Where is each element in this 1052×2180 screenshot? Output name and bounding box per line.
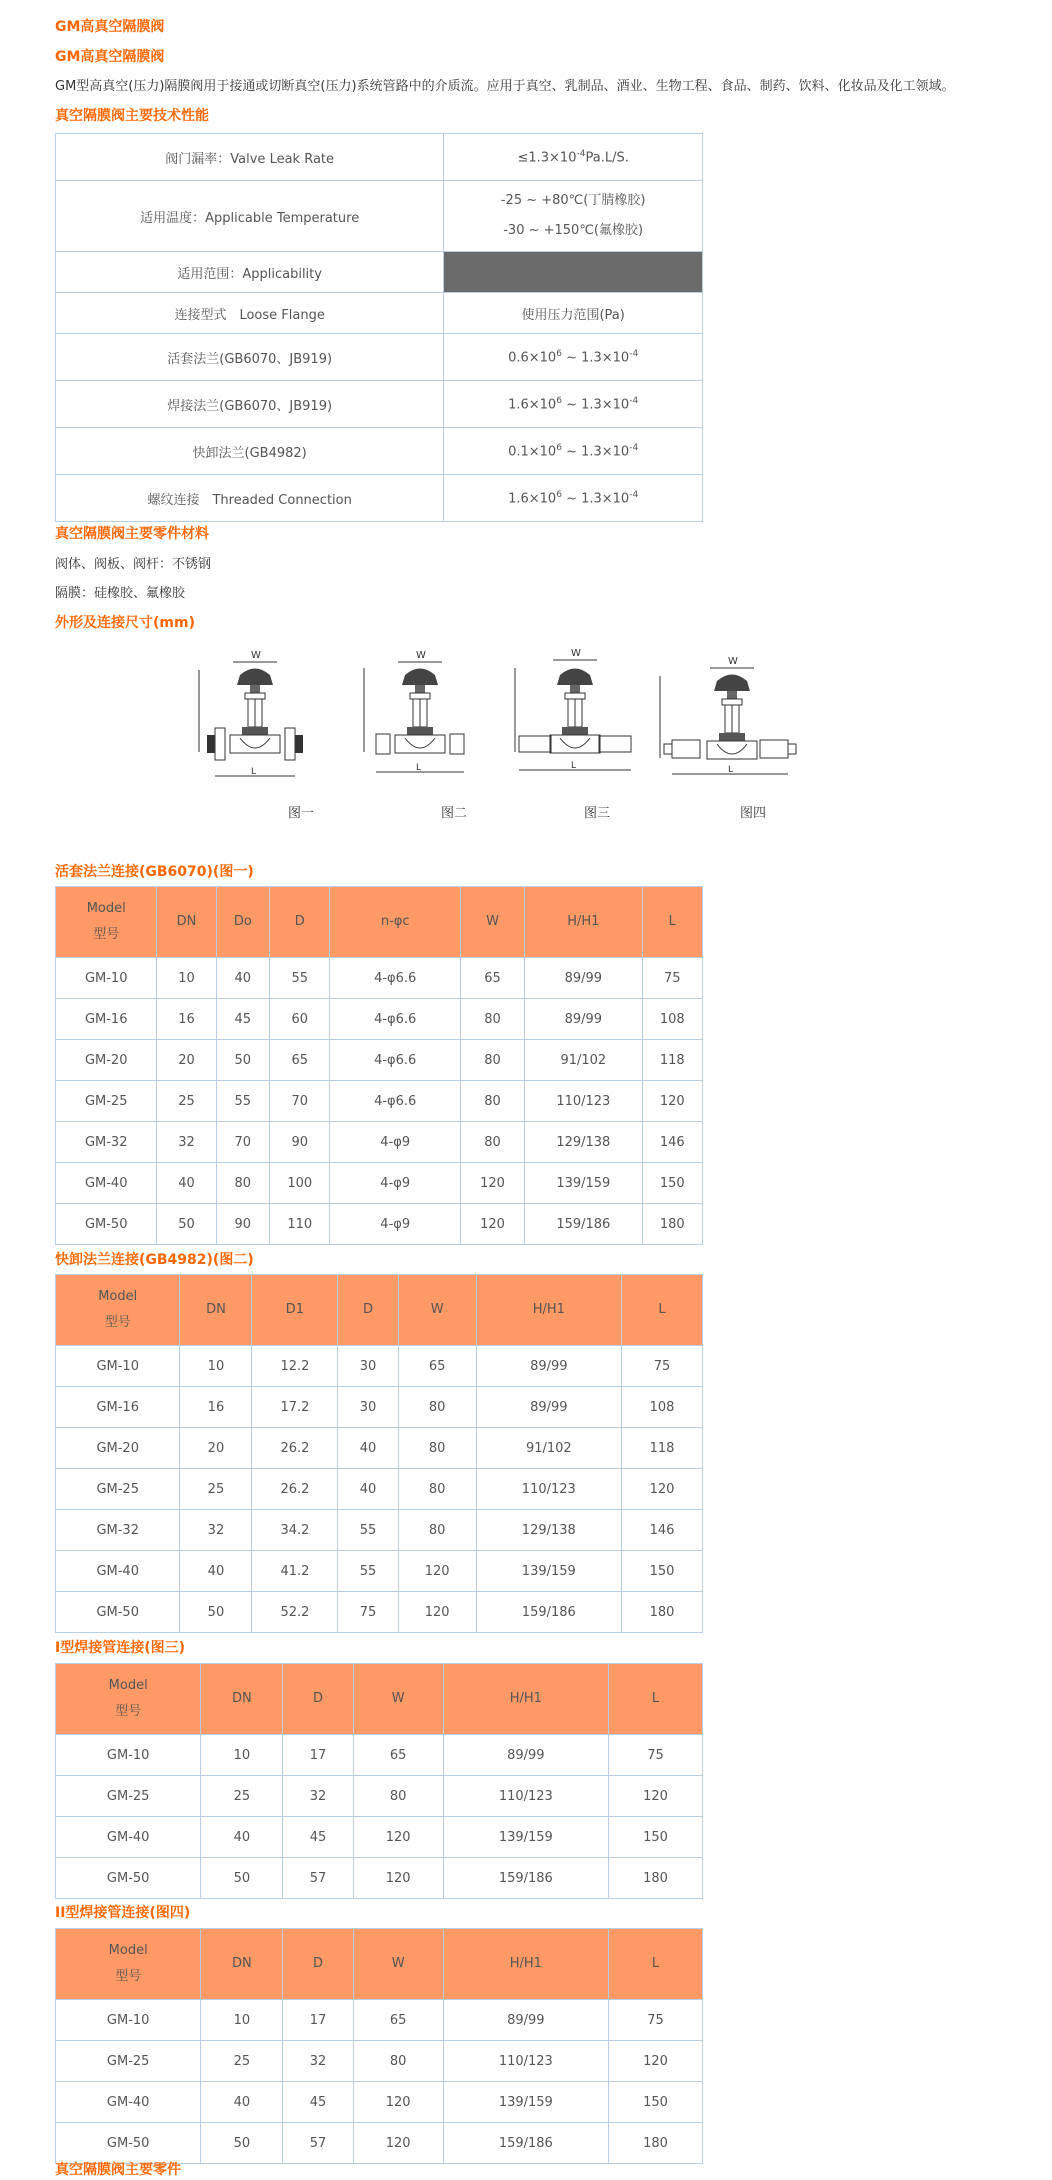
- table-cell: 4-φ9: [330, 1122, 461, 1163]
- table-cell: 65: [353, 2000, 443, 2041]
- figure-4: [660, 656, 796, 775]
- table-cell: 80: [398, 1510, 476, 1551]
- table-cell: 110/123: [525, 1081, 642, 1122]
- table-cell: GM-40: [56, 1817, 201, 1858]
- table-cell: 4-φ6.6: [330, 999, 461, 1040]
- svg-text:L: L: [251, 767, 257, 777]
- table-cell: 17.2: [252, 1387, 338, 1428]
- table-cell: 75: [621, 1346, 702, 1387]
- table-2-quick-flange: [55, 1274, 703, 1633]
- table-header-row: [56, 1929, 703, 2000]
- table-cell: 129/138: [525, 1122, 642, 1163]
- table-cell: 159/186: [476, 1592, 621, 1633]
- table-cell: 65: [398, 1346, 476, 1387]
- materials-heading: 真空隔膜阀主要零件材料: [55, 526, 209, 542]
- table-cell: 80: [460, 999, 524, 1040]
- temp-value: -25 ~ +80℃(丁腈橡胶) -30 ~ +150℃(氟橡胶): [444, 181, 703, 252]
- table-cell: 129/138: [476, 1510, 621, 1551]
- table-cell: 10: [201, 1735, 283, 1776]
- table-cell: 80: [460, 1081, 524, 1122]
- figure-3-caption: 图三: [584, 806, 611, 821]
- table-cell: 17: [283, 1735, 353, 1776]
- pressure-row-value: $1.6\times 10^6$ ~ $1.3\times 10^{-4}$: [444, 381, 703, 428]
- table-3-weld-type-1: [55, 1663, 703, 1899]
- table-4-weld-type-2: [55, 1928, 703, 2164]
- table-row: [56, 2082, 703, 2123]
- table-cell: GM-50: [56, 1592, 180, 1633]
- table-row: [56, 1204, 703, 1245]
- table-cell: 4-φ6.6: [330, 958, 461, 999]
- table-cell: 120: [353, 1858, 443, 1899]
- table-cell: 40: [157, 1163, 216, 1204]
- spec-pressure-row: [56, 334, 703, 381]
- table-row: [56, 1346, 703, 1387]
- table-cell: 139/159: [443, 1817, 608, 1858]
- table-row: [56, 1551, 703, 1592]
- table-row: [56, 1081, 703, 1122]
- trailing-heading: 真空隔膜阀主要零件: [55, 2162, 181, 2178]
- table-cell: 10: [157, 958, 216, 999]
- table-row: [56, 1122, 703, 1163]
- column-header: n-φc: [330, 887, 461, 958]
- column-header: H/H1: [476, 1275, 621, 1346]
- table-cell: 57: [283, 2123, 353, 2164]
- table-cell: GM-10: [56, 2000, 201, 2041]
- table-cell: 40: [338, 1469, 398, 1510]
- column-header: DN: [180, 1275, 252, 1346]
- table-cell: 40: [216, 958, 269, 999]
- table-cell: 45: [216, 999, 269, 1040]
- table-cell: 108: [621, 1387, 702, 1428]
- column-header: L: [621, 1275, 702, 1346]
- table-cell: 17: [283, 2000, 353, 2041]
- table-cell: 110/123: [443, 1776, 608, 1817]
- table3-heading: I型焊接管连接(图三): [55, 1640, 186, 1656]
- pressure-row-value: $1.6\times 10^6$ ~ $1.3\times 10^{-4}$: [444, 475, 703, 522]
- product-title: GM高真空隔膜阀: [55, 49, 165, 65]
- svg-text:W: W: [251, 650, 261, 661]
- table-cell: 41.2: [252, 1551, 338, 1592]
- model-header: Model 型号: [56, 1664, 201, 1735]
- table-cell: 159/186: [443, 1858, 608, 1899]
- dimensions-heading: 外形及连接尺寸(mm): [55, 615, 195, 631]
- spec-row-applicability: [56, 252, 703, 293]
- table-cell: 55: [338, 1510, 398, 1551]
- table-cell: 139/159: [443, 2082, 608, 2123]
- column-header: DN: [201, 1664, 283, 1735]
- table-cell: GM-25: [56, 1469, 180, 1510]
- table-cell: 60: [270, 999, 330, 1040]
- table-cell: 108: [642, 999, 703, 1040]
- table-cell: GM-20: [56, 1040, 157, 1081]
- table-cell: 180: [621, 1592, 702, 1633]
- table-cell: 110/123: [476, 1469, 621, 1510]
- table-cell: 180: [642, 1204, 703, 1245]
- table1-heading: 活套法兰连接(GB6070)(图一): [55, 864, 254, 880]
- column-header: D: [270, 887, 330, 958]
- column-header: DN: [201, 1929, 283, 2000]
- table-cell: 89/99: [443, 2000, 608, 2041]
- table-cell: 180: [608, 1858, 702, 1899]
- column-header: W: [353, 1929, 443, 2000]
- table-cell: 80: [398, 1469, 476, 1510]
- column-header: H/H1: [443, 1929, 608, 2000]
- table-row: [56, 1469, 703, 1510]
- table-cell: 80: [353, 2041, 443, 2082]
- table-cell: 89/99: [525, 999, 642, 1040]
- table-cell: 34.2: [252, 1510, 338, 1551]
- svg-text:W: W: [571, 648, 581, 659]
- table-cell: 75: [608, 2000, 702, 2041]
- table-row: [56, 2123, 703, 2164]
- column-header: H/H1: [525, 887, 642, 958]
- applicability-label: 适用范围：Applicability: [56, 252, 444, 293]
- table-cell: 40: [201, 1817, 283, 1858]
- table-cell: 180: [608, 2123, 702, 2164]
- product-description: GM型高真空(压力)隔膜阀用于接通或切断真空(压力)系统管路中的介质流。应用于真空、乳制品、酒业、生物工程、食品、制药、饮料、化妆品及化工领域。: [55, 79, 955, 94]
- figure-4-caption: 图四: [740, 806, 767, 821]
- table-1-loose-flange: [55, 886, 703, 1245]
- table-cell: 32: [283, 1776, 353, 1817]
- spec-row-leak: [56, 134, 703, 181]
- pressure-row-label: 活套法兰(GB6070、JB919): [56, 334, 444, 381]
- table-cell: 118: [621, 1428, 702, 1469]
- table-cell: GM-10: [56, 958, 157, 999]
- table-cell: 65: [353, 1735, 443, 1776]
- valve-drawings: [185, 640, 865, 840]
- table-cell: 91/102: [476, 1428, 621, 1469]
- column-header: W: [398, 1275, 476, 1346]
- table-cell: 90: [270, 1122, 330, 1163]
- model-header: Model 型号: [56, 887, 157, 958]
- table-cell: 50: [201, 2123, 283, 2164]
- table-cell: 150: [608, 2082, 702, 2123]
- table-cell: GM-32: [56, 1122, 157, 1163]
- table-cell: 32: [180, 1510, 252, 1551]
- leak-label: 阀门漏率：Valve Leak Rate: [56, 134, 444, 181]
- table-cell: GM-10: [56, 1735, 201, 1776]
- table-cell: 16: [157, 999, 216, 1040]
- table-cell: 12.2: [252, 1346, 338, 1387]
- table-cell: 45: [283, 2082, 353, 2123]
- table-row: [56, 1776, 703, 1817]
- table-cell: GM-40: [56, 1551, 180, 1592]
- table-cell: 120: [353, 2082, 443, 2123]
- pressure-row-label: 焊接法兰(GB6070、JB919): [56, 381, 444, 428]
- column-header: D: [338, 1275, 398, 1346]
- table-cell: 55: [270, 958, 330, 999]
- table-cell: 89/99: [476, 1346, 621, 1387]
- table-cell: 89/99: [443, 1735, 608, 1776]
- figure-1-caption: 图一: [288, 806, 315, 821]
- table-cell: 65: [270, 1040, 330, 1081]
- pressure-header: 使用压力范围(Pa): [444, 293, 703, 334]
- table-cell: GM-40: [56, 1163, 157, 1204]
- table-cell: GM-10: [56, 1346, 180, 1387]
- table-cell: 120: [353, 2123, 443, 2164]
- column-header: D: [283, 1929, 353, 2000]
- pressure-row-value: $0.6\times 10^6$ ~ $1.3\times 10^{-4}$: [444, 334, 703, 381]
- table-cell: 16: [180, 1387, 252, 1428]
- table-cell: 150: [642, 1163, 703, 1204]
- table-cell: GM-50: [56, 2123, 201, 2164]
- table-cell: GM-32: [56, 1510, 180, 1551]
- figure-2-caption: 图二: [441, 806, 468, 821]
- table-cell: 80: [353, 1776, 443, 1817]
- table-cell: 55: [216, 1081, 269, 1122]
- table-cell: 65: [460, 958, 524, 999]
- table-row: [56, 2041, 703, 2082]
- table-row: [56, 1592, 703, 1633]
- table-row: [56, 1428, 703, 1469]
- table-row: [56, 999, 703, 1040]
- table-cell: 80: [460, 1040, 524, 1081]
- table-header-row: [56, 1664, 703, 1735]
- table-cell: GM-25: [56, 2041, 201, 2082]
- table-cell: 91/102: [525, 1040, 642, 1081]
- column-header: DN: [157, 887, 216, 958]
- table-cell: 75: [642, 958, 703, 999]
- table-cell: 118: [642, 1040, 703, 1081]
- table-cell: 120: [642, 1081, 703, 1122]
- table-cell: 32: [157, 1122, 216, 1163]
- table-cell: 25: [201, 2041, 283, 2082]
- pressure-row-label: 螺纹连接 Threaded Connection: [56, 475, 444, 522]
- spec-pressure-row: [56, 428, 703, 475]
- connection-label: 连接型式 Loose Flange: [56, 293, 444, 334]
- table-cell: 50: [216, 1040, 269, 1081]
- table-cell: 120: [398, 1592, 476, 1633]
- material-line-1: 阀体、阀板、阀杆：不锈钢: [55, 557, 212, 572]
- spec-row-temp: [56, 181, 703, 252]
- table-cell: GM-20: [56, 1428, 180, 1469]
- table-cell: 120: [608, 2041, 702, 2082]
- table-cell: 4-φ6.6: [330, 1040, 461, 1081]
- table-cell: 80: [398, 1387, 476, 1428]
- table-row: [56, 1858, 703, 1899]
- table-cell: GM-25: [56, 1776, 201, 1817]
- table-header-row: [56, 1275, 703, 1346]
- table-cell: 80: [398, 1428, 476, 1469]
- column-header: L: [642, 887, 703, 958]
- table-cell: 150: [608, 1817, 702, 1858]
- table-cell: 57: [283, 1858, 353, 1899]
- table-cell: 150: [621, 1551, 702, 1592]
- applicability-value: [444, 252, 703, 293]
- table-cell: 25: [201, 1776, 283, 1817]
- table-cell: 30: [338, 1346, 398, 1387]
- table-cell: 25: [157, 1081, 216, 1122]
- column-header: D: [283, 1664, 353, 1735]
- table-cell: 120: [460, 1163, 524, 1204]
- column-header: W: [353, 1664, 443, 1735]
- table-row: [56, 2000, 703, 2041]
- table-cell: 20: [157, 1040, 216, 1081]
- figure-3: [515, 648, 631, 771]
- column-header: H/H1: [443, 1664, 608, 1735]
- svg-text:W: W: [728, 656, 738, 667]
- table-cell: 26.2: [252, 1469, 338, 1510]
- figure-1: [199, 650, 303, 777]
- column-header: L: [608, 1929, 702, 2000]
- table-cell: 25: [180, 1469, 252, 1510]
- leak-value: $\le 1.3\times 10^{-4}Pa.L/S$.: [444, 134, 703, 181]
- model-header: Model 型号: [56, 1275, 180, 1346]
- spec-pressure-row: [56, 475, 703, 522]
- table-cell: 32: [283, 2041, 353, 2082]
- table-cell: 10: [180, 1346, 252, 1387]
- table-cell: 45: [283, 1817, 353, 1858]
- table-row: [56, 958, 703, 999]
- svg-text:L: L: [571, 761, 577, 771]
- table-cell: 26.2: [252, 1428, 338, 1469]
- table-header-row: [56, 887, 703, 958]
- spec-heading: 真空隔膜阀主要技术性能: [55, 108, 209, 124]
- table-cell: 146: [621, 1510, 702, 1551]
- column-header: Do: [216, 887, 269, 958]
- table-cell: 40: [338, 1428, 398, 1469]
- table-cell: 120: [621, 1469, 702, 1510]
- table-cell: 30: [338, 1387, 398, 1428]
- table-cell: 75: [608, 1735, 702, 1776]
- table-cell: 50: [201, 1858, 283, 1899]
- table-cell: 80: [216, 1163, 269, 1204]
- svg-text:W: W: [416, 650, 426, 661]
- spec-row-connection: [56, 293, 703, 334]
- table-cell: 120: [460, 1204, 524, 1245]
- table-cell: 4-φ9: [330, 1204, 461, 1245]
- figure-2: [364, 650, 464, 773]
- table-cell: GM-50: [56, 1858, 201, 1899]
- table-cell: GM-50: [56, 1204, 157, 1245]
- table-cell: 139/159: [525, 1163, 642, 1204]
- table-cell: 139/159: [476, 1551, 621, 1592]
- page-title: GM高真空隔膜阀: [55, 19, 165, 35]
- svg-text:L: L: [728, 765, 734, 775]
- pressure-row-value: $0.1\times 10^6$ ~ $1.3\times 10^{-4}$: [444, 428, 703, 475]
- table-cell: 120: [353, 1817, 443, 1858]
- table-cell: 10: [201, 2000, 283, 2041]
- table-cell: 80: [460, 1122, 524, 1163]
- table-cell: 110/123: [443, 2041, 608, 2082]
- table-cell: 89/99: [525, 958, 642, 999]
- table-cell: 4-φ6.6: [330, 1081, 461, 1122]
- column-header: D1: [252, 1275, 338, 1346]
- table-cell: 40: [180, 1551, 252, 1592]
- table-cell: 4-φ9: [330, 1163, 461, 1204]
- column-header: W: [460, 887, 524, 958]
- temp-label: 适用温度：Applicable Temperature: [56, 181, 444, 252]
- table-cell: GM-16: [56, 999, 157, 1040]
- spec-table: [55, 133, 703, 522]
- pressure-row-label: 快卸法兰(GB4982): [56, 428, 444, 475]
- table4-heading: II型焊接管连接(图四): [55, 1905, 191, 1921]
- table-row: [56, 1387, 703, 1428]
- table-row: [56, 1735, 703, 1776]
- table-cell: 100: [270, 1163, 330, 1204]
- table-cell: 55: [338, 1551, 398, 1592]
- table2-heading: 快卸法兰连接(GB4982)(图二): [55, 1252, 254, 1268]
- table-cell: 110: [270, 1204, 330, 1245]
- table-cell: 50: [157, 1204, 216, 1245]
- table-cell: 75: [338, 1592, 398, 1633]
- table-cell: 120: [608, 1776, 702, 1817]
- table-cell: 120: [398, 1551, 476, 1592]
- svg-text:L: L: [416, 763, 422, 773]
- table-cell: GM-40: [56, 2082, 201, 2123]
- table-cell: 40: [201, 2082, 283, 2123]
- table-cell: 70: [216, 1122, 269, 1163]
- table-cell: GM-16: [56, 1387, 180, 1428]
- table-cell: 89/99: [476, 1387, 621, 1428]
- column-header: L: [608, 1664, 702, 1735]
- material-line-2: 隔膜：硅橡胶、氟橡胶: [55, 586, 186, 601]
- spec-pressure-row: [56, 381, 703, 428]
- table-cell: 20: [180, 1428, 252, 1469]
- table-row: [56, 1510, 703, 1551]
- table-row: [56, 1163, 703, 1204]
- table-cell: GM-25: [56, 1081, 157, 1122]
- table-cell: 159/186: [525, 1204, 642, 1245]
- table-cell: 50: [180, 1592, 252, 1633]
- table-cell: 52.2: [252, 1592, 338, 1633]
- table-row: [56, 1040, 703, 1081]
- table-cell: 146: [642, 1122, 703, 1163]
- table-row: [56, 1817, 703, 1858]
- model-header: Model 型号: [56, 1929, 201, 2000]
- table-cell: 90: [216, 1204, 269, 1245]
- table-cell: 159/186: [443, 2123, 608, 2164]
- table-cell: 70: [270, 1081, 330, 1122]
